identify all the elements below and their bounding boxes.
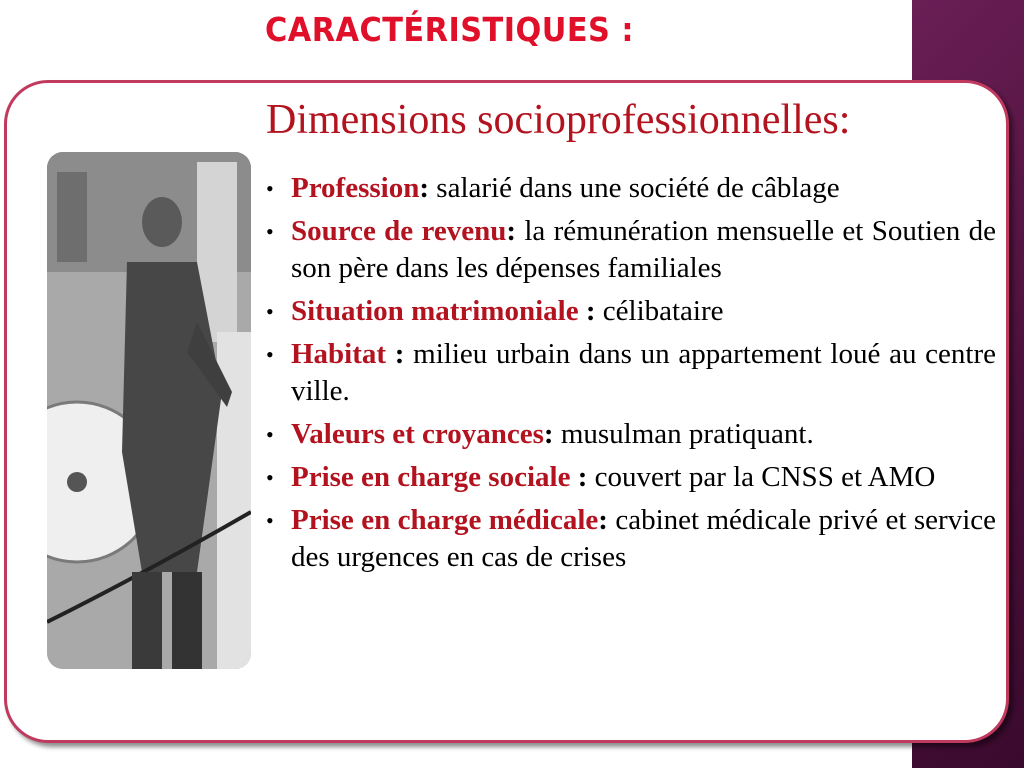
item-text: salarié dans une société de câblage: [429, 172, 840, 204]
worker-photo: [47, 152, 251, 669]
characteristics-list: [266, 170, 996, 582]
list-item: [266, 502, 996, 576]
item-text: milieu urbain dans un appartement loué au centre ville.: [291, 338, 996, 407]
bullet-icon: •: [266, 299, 274, 324]
slide-title: CARACTÉRISTIQUES :: [265, 10, 634, 49]
item-term: Profession: [291, 172, 420, 204]
list-item: [266, 293, 996, 330]
item-text: cabinet médicale privé et service des urgences en cas de crises: [291, 504, 996, 573]
section-subtitle: Dimensions socioprofessionnelles:: [266, 97, 851, 143]
item-term: Prise en charge sociale: [291, 461, 571, 493]
item-term: Situation matrimoniale: [291, 295, 579, 327]
item-term: Valeurs et croyances: [291, 418, 544, 450]
list-item: [266, 170, 996, 207]
bullet-icon: •: [266, 219, 274, 244]
list-item: [266, 459, 996, 496]
item-separator: :: [419, 172, 430, 204]
bullet-icon: •: [266, 422, 274, 447]
item-separator: :: [506, 215, 517, 247]
item-term: Source de revenu: [291, 215, 507, 247]
list-item: [266, 336, 996, 410]
bullet-icon: •: [266, 465, 274, 490]
item-text: célibataire: [595, 295, 724, 327]
bullet-icon: •: [266, 508, 274, 533]
list-item: [266, 416, 996, 453]
list-item: [266, 213, 996, 287]
bullet-icon: •: [266, 176, 274, 201]
item-separator: :: [386, 338, 405, 370]
item-separator: :: [598, 504, 608, 536]
item-text: couvert par la CNSS et AMO: [587, 461, 936, 493]
item-separator: :: [570, 461, 588, 493]
item-text: la rémunération mensuelle et Soutien de son père dans les dépenses familiales: [291, 215, 997, 284]
item-term: Prise en charge médicale: [291, 504, 599, 536]
item-term: Habitat: [291, 338, 387, 370]
item-separator: :: [578, 295, 596, 327]
worker-photo-image: [47, 152, 251, 669]
bullet-icon: •: [266, 342, 274, 367]
item-text: musulman pratiquant.: [553, 418, 814, 450]
item-separator: :: [543, 418, 554, 450]
